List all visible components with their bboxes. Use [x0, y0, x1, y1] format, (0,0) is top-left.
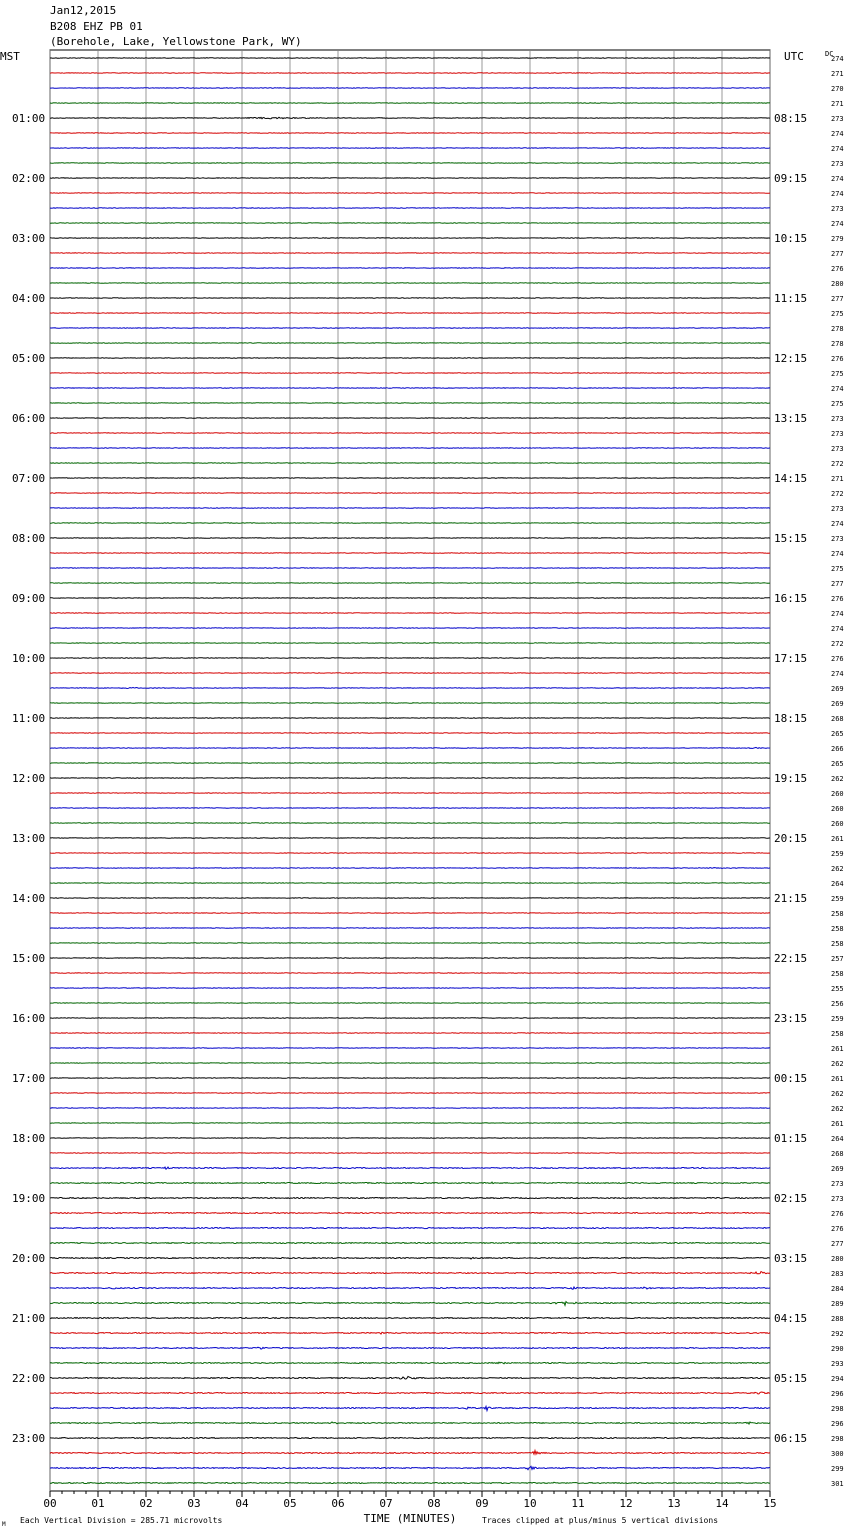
dc-offset-label: 274: [831, 385, 844, 393]
scale-note: Each Vertical Division = 285.71 microvolts: [20, 1516, 223, 1525]
utc-hour-label: 05:15: [774, 1372, 808, 1385]
x-tick-label: 00: [43, 1497, 57, 1510]
trace-line: [50, 1153, 770, 1154]
dc-offset-label: 296: [831, 1390, 844, 1398]
trace-line: [50, 1228, 770, 1229]
trace-line: [50, 1450, 770, 1454]
dc-offset-label: 259: [831, 1015, 844, 1023]
trace-line: [50, 1033, 770, 1034]
trace-line: [50, 223, 770, 224]
trace-line: [50, 1376, 770, 1379]
utc-hour-label: 10:15: [774, 232, 808, 245]
trace-line: [50, 703, 770, 704]
mst-hour-label: 05:00: [12, 352, 46, 365]
dc-offset-label: 271: [831, 70, 844, 78]
x-tick-label: 04: [235, 1497, 249, 1510]
trace-line: [50, 1123, 770, 1124]
utc-hour-label: 19:15: [774, 772, 808, 785]
trace-line: [50, 583, 770, 584]
dc-offset-label: 268: [831, 715, 844, 723]
dc-offset-label: 275: [831, 310, 844, 318]
trace-line: [50, 1422, 770, 1424]
trace-line: [50, 1003, 770, 1004]
trace-line: [50, 808, 770, 809]
trace-line: [50, 418, 770, 419]
x-tick-label: 15: [763, 1497, 777, 1510]
trace-line: [50, 1093, 770, 1094]
trace-line: [50, 943, 770, 944]
dc-offset-label: 283: [831, 1270, 844, 1278]
dc-offset-label: 277: [831, 1240, 844, 1248]
dc-offset-label: 274: [831, 550, 844, 558]
mst-hour-label: 08:00: [12, 532, 46, 545]
x-tick-label: 11: [571, 1497, 585, 1510]
dc-offset-label: 279: [831, 235, 844, 243]
dc-offset-label: 294: [831, 1375, 844, 1383]
dc-offset-label: 274: [831, 190, 844, 198]
utc-hour-label: 21:15: [774, 892, 808, 905]
trace-line: [50, 478, 770, 479]
mst-hour-label: 09:00: [12, 592, 46, 605]
x-tick-label: 05: [283, 1497, 297, 1510]
dc-offset-label: 273: [831, 205, 844, 213]
dc-offset-label: 293: [831, 1360, 844, 1368]
minute-grid: [50, 50, 770, 1497]
dc-offset-label: 262: [831, 1105, 844, 1113]
trace-line: [50, 1272, 770, 1274]
dc-offset-label: 280: [831, 280, 844, 288]
utc-hour-label: 03:15: [774, 1252, 808, 1265]
utc-hour-label: 06:15: [774, 1432, 808, 1445]
x-tick-label: 12: [619, 1497, 633, 1510]
dc-offset-label: 300: [831, 1450, 844, 1458]
trace-line: [50, 433, 770, 434]
trace-line: [50, 793, 770, 794]
dc-offset-label: 257: [831, 955, 844, 963]
utc-hour-label: 22:15: [774, 952, 808, 965]
dc-offset-label: 274: [831, 520, 844, 528]
dc-offset-label: 262: [831, 1060, 844, 1068]
utc-hour-label: 02:15: [774, 1192, 808, 1205]
mst-hour-label: 02:00: [12, 172, 46, 185]
dc-offset-label: 262: [831, 775, 844, 783]
dc-offset-label: 274: [831, 175, 844, 183]
utc-hour-label: 13:15: [774, 412, 808, 425]
trace-line: [50, 268, 770, 269]
trace-line: [50, 1018, 770, 1019]
utc-hour-label: 14:15: [774, 472, 808, 485]
x-tick-label: 09: [475, 1497, 489, 1510]
utc-hour-label: 20:15: [774, 832, 808, 845]
trace-line: [50, 823, 770, 824]
trace-line: [50, 163, 770, 164]
trace-line: [50, 283, 770, 284]
x-tick-label: 06: [331, 1497, 345, 1510]
trace-line: [50, 1438, 770, 1439]
trace-line: [50, 1213, 770, 1214]
x-tick-label: 02: [139, 1497, 153, 1510]
trace-line: [50, 313, 770, 314]
dc-offset-label: 274: [831, 220, 844, 228]
dc-offset-label: 258: [831, 940, 844, 948]
clip-note: Traces clipped at plus/minus 5 vertical divisions: [482, 1516, 719, 1525]
trace-line: [50, 1167, 770, 1169]
utc-hour-label: 16:15: [774, 592, 808, 605]
utc-hour-label: 04:15: [774, 1312, 808, 1325]
trace-line: [50, 88, 770, 89]
dc-offset-label: 274: [831, 55, 844, 63]
dc-offset-label: 274: [831, 670, 844, 678]
trace-line: [50, 718, 770, 719]
dc-offset-label: 262: [831, 865, 844, 873]
dc-offset-label: 264: [831, 880, 844, 888]
dc-offset-label: 269: [831, 700, 844, 708]
dc-offset-label: 255: [831, 985, 844, 993]
trace-line: [50, 673, 770, 674]
trace-line: [50, 253, 770, 254]
dc-offset-label: 280: [831, 1255, 844, 1263]
trace-line: [50, 523, 770, 524]
trace-line: [50, 58, 770, 59]
trace-line: [50, 538, 770, 539]
trace-line: [50, 838, 770, 839]
trace-line: [50, 493, 770, 494]
dc-offset-label: 270: [831, 85, 844, 93]
trace-line: [50, 763, 770, 764]
trace-line: [50, 1063, 770, 1064]
utc-hour-label: 01:15: [774, 1132, 808, 1145]
dc-offset-label: 278: [831, 340, 844, 348]
dc-offset-label: 258: [831, 970, 844, 978]
trace-line: [50, 883, 770, 884]
dc-offset-label: 274: [831, 610, 844, 618]
mst-hour-label: 18:00: [12, 1132, 46, 1145]
mst-hour-label: 04:00: [12, 292, 46, 305]
dc-offset-label: 274: [831, 130, 844, 138]
mst-hour-label: 10:00: [12, 652, 46, 665]
dc-offset-label: 260: [831, 820, 844, 828]
trace-line: [50, 628, 770, 629]
dc-offset-label: 292: [831, 1330, 844, 1338]
trace-line: [50, 463, 770, 464]
dc-offset-label: 276: [831, 265, 844, 273]
trace-line: [50, 1108, 770, 1109]
axis-labels: [12, 55, 844, 1510]
trace-line: [50, 133, 770, 134]
plot-date: Jan12,2015: [50, 4, 117, 17]
trace-line: [50, 208, 770, 209]
trace-line: [50, 1332, 770, 1334]
trace-line: [50, 148, 770, 149]
trace-line: [50, 193, 770, 194]
dc-offset-label: 273: [831, 415, 844, 423]
trace-line: [50, 298, 770, 299]
utc-hour-label: 09:15: [774, 172, 808, 185]
trace-line: [50, 328, 770, 329]
mst-hour-label: 07:00: [12, 472, 46, 485]
trace-line: [50, 898, 770, 899]
trace-line: [50, 1078, 770, 1079]
dc-offset-label: 264: [831, 1135, 844, 1143]
dc-offset-label: 274: [831, 145, 844, 153]
dc-offset-label: 273: [831, 1195, 844, 1203]
trace-line: [50, 658, 770, 659]
trace-line: [50, 687, 770, 688]
mst-hour-label: 23:00: [12, 1432, 46, 1445]
utc-hour-label: 17:15: [774, 652, 808, 665]
trace-line: [50, 1362, 770, 1364]
trace-line: [50, 1287, 770, 1289]
station-code: B208 EHZ PB 01: [50, 20, 143, 33]
trace-line: [50, 1347, 770, 1349]
dc-offset-label: 289: [831, 1300, 844, 1308]
trace-line: [50, 1138, 770, 1139]
mst-hour-label: 12:00: [12, 772, 46, 785]
dc-offset-label: 273: [831, 445, 844, 453]
dc-offset-label: 277: [831, 580, 844, 588]
dc-offset-label: 260: [831, 805, 844, 813]
trace-line: [50, 1257, 770, 1259]
dc-offset-label: 261: [831, 835, 844, 843]
utc-hour-label: 18:15: [774, 712, 808, 725]
dc-offset-label: 276: [831, 1210, 844, 1218]
dc-offset-label: 261: [831, 1120, 844, 1128]
trace-line: [50, 913, 770, 914]
x-tick-label: 14: [715, 1497, 729, 1510]
trace-line: [50, 928, 770, 929]
x-tick-label: 07: [379, 1497, 393, 1510]
dc-offset-label: 271: [831, 475, 844, 483]
trace-line: [50, 73, 770, 74]
station-location: (Borehole, Lake, Yellowstone Park, WY): [50, 35, 302, 48]
seismic-traces: [50, 58, 770, 1484]
dc-offset-label: 268: [831, 1150, 844, 1158]
trace-line: [50, 1482, 770, 1483]
dc-offset-label: 276: [831, 595, 844, 603]
x-tick-label: 13: [667, 1497, 681, 1510]
x-tick-label: 10: [523, 1497, 537, 1510]
corner-mark: M: [2, 1521, 6, 1528]
dc-offset-label: 288: [831, 1315, 844, 1323]
trace-line: [50, 598, 770, 599]
dc-offset-label: 274: [831, 625, 844, 633]
trace-line: [50, 1302, 770, 1306]
trace-line: [50, 1198, 770, 1199]
mst-label: MST: [0, 50, 20, 63]
dc-offset-label: 258: [831, 925, 844, 933]
mst-hour-label: 22:00: [12, 1372, 46, 1385]
dc-offset-label: 269: [831, 1165, 844, 1173]
dc-offset-label: 260: [831, 790, 844, 798]
trace-line: [50, 448, 770, 449]
x-tick-label: 08: [427, 1497, 441, 1510]
x-axis-title: TIME (MINUTES): [363, 1512, 457, 1525]
trace-line: [50, 238, 770, 239]
dc-offset-label: 301: [831, 1480, 844, 1488]
x-tick-label: 03: [187, 1497, 201, 1510]
trace-line: [50, 1243, 770, 1244]
dc-offset-label: 276: [831, 355, 844, 363]
dc-offset-label: 265: [831, 760, 844, 768]
utc-hour-label: 15:15: [774, 532, 808, 545]
dc-offset-label: 273: [831, 430, 844, 438]
plot-frame: [50, 50, 770, 1491]
trace-line: [50, 613, 770, 614]
trace-line: [50, 1392, 770, 1394]
trace-line: [50, 553, 770, 554]
dc-offset-label: 277: [831, 295, 844, 303]
dc-offset-label: 275: [831, 565, 844, 573]
mst-hour-label: 16:00: [12, 1012, 46, 1025]
dc-offset-label: 271: [831, 100, 844, 108]
trace-line: [50, 403, 770, 404]
trace-line: [50, 988, 770, 989]
mst-hour-label: 17:00: [12, 1072, 46, 1085]
dc-offset-label: 269: [831, 685, 844, 693]
dc-offset-label: 278: [831, 325, 844, 333]
mst-hour-label: 19:00: [12, 1192, 46, 1205]
dc-offset-label: 261: [831, 1075, 844, 1083]
dc-offset-label: 284: [831, 1285, 844, 1293]
mst-hour-label: 03:00: [12, 232, 46, 245]
dc-offset-label: 298: [831, 1405, 844, 1413]
trace-line: [50, 747, 770, 748]
trace-line: [50, 973, 770, 974]
dc-offset-label: 273: [831, 505, 844, 513]
dc-offset-label: 272: [831, 640, 844, 648]
dc-offset-label: 273: [831, 160, 844, 168]
trace-line: [50, 358, 770, 359]
trace-line: [50, 733, 770, 734]
dc-offset-label: 259: [831, 895, 844, 903]
trace-line: [50, 1182, 770, 1184]
utc-hour-label: 11:15: [774, 292, 808, 305]
mst-hour-label: 14:00: [12, 892, 46, 905]
trace-line: [50, 1466, 770, 1469]
trace-line: [50, 643, 770, 644]
mst-hour-label: 11:00: [12, 712, 46, 725]
dc-offset-label: 276: [831, 1225, 844, 1233]
mst-hour-label: 06:00: [12, 412, 46, 425]
dc-label: DC: [825, 50, 834, 58]
dc-offset-label: 273: [831, 1180, 844, 1188]
trace-line: [50, 343, 770, 344]
trace-line: [50, 373, 770, 374]
dc-offset-label: 265: [831, 730, 844, 738]
dc-offset-label: 266: [831, 745, 844, 753]
mst-hour-label: 15:00: [12, 952, 46, 965]
dc-offset-label: 261: [831, 1045, 844, 1053]
dc-offset-label: 273: [831, 115, 844, 123]
utc-hour-label: 08:15: [774, 112, 808, 125]
dc-offset-label: 272: [831, 490, 844, 498]
trace-line: [50, 1048, 770, 1049]
dc-offset-label: 299: [831, 1465, 844, 1473]
trace-line: [50, 103, 770, 104]
trace-line: [50, 1406, 770, 1410]
dc-offset-label: 272: [831, 460, 844, 468]
dc-offset-label: 258: [831, 1030, 844, 1038]
trace-line: [50, 958, 770, 959]
dc-offset-label: 256: [831, 1000, 844, 1008]
dc-offset-label: 298: [831, 1435, 844, 1443]
mst-hour-label: 01:00: [12, 112, 46, 125]
utc-hour-label: 23:15: [774, 1012, 808, 1025]
trace-line: [50, 568, 770, 569]
dc-offset-label: 259: [831, 850, 844, 858]
trace-line: [50, 778, 770, 779]
dc-offset-label: 275: [831, 400, 844, 408]
mst-hour-label: 21:00: [12, 1312, 46, 1325]
dc-offset-label: 258: [831, 910, 844, 918]
utc-hour-label: 12:15: [774, 352, 808, 365]
dc-offset-label: 296: [831, 1420, 844, 1428]
dc-offset-label: 275: [831, 370, 844, 378]
trace-line: [50, 853, 770, 854]
dc-offset-label: 276: [831, 655, 844, 663]
dc-offset-label: 273: [831, 535, 844, 543]
dc-offset-label: 277: [831, 250, 844, 258]
dc-offset-label: 290: [831, 1345, 844, 1353]
x-tick-label: 01: [91, 1497, 105, 1510]
trace-line: [50, 868, 770, 869]
trace-line: [50, 508, 770, 509]
trace-line: [50, 178, 770, 179]
mst-hour-label: 20:00: [12, 1252, 46, 1265]
trace-line: [50, 1318, 770, 1319]
trace-line: [50, 388, 770, 389]
trace-line: [50, 117, 770, 118]
utc-label: UTC: [784, 50, 804, 63]
mst-hour-label: 13:00: [12, 832, 46, 845]
utc-hour-label: 00:15: [774, 1072, 808, 1085]
dc-offset-label: 262: [831, 1090, 844, 1098]
